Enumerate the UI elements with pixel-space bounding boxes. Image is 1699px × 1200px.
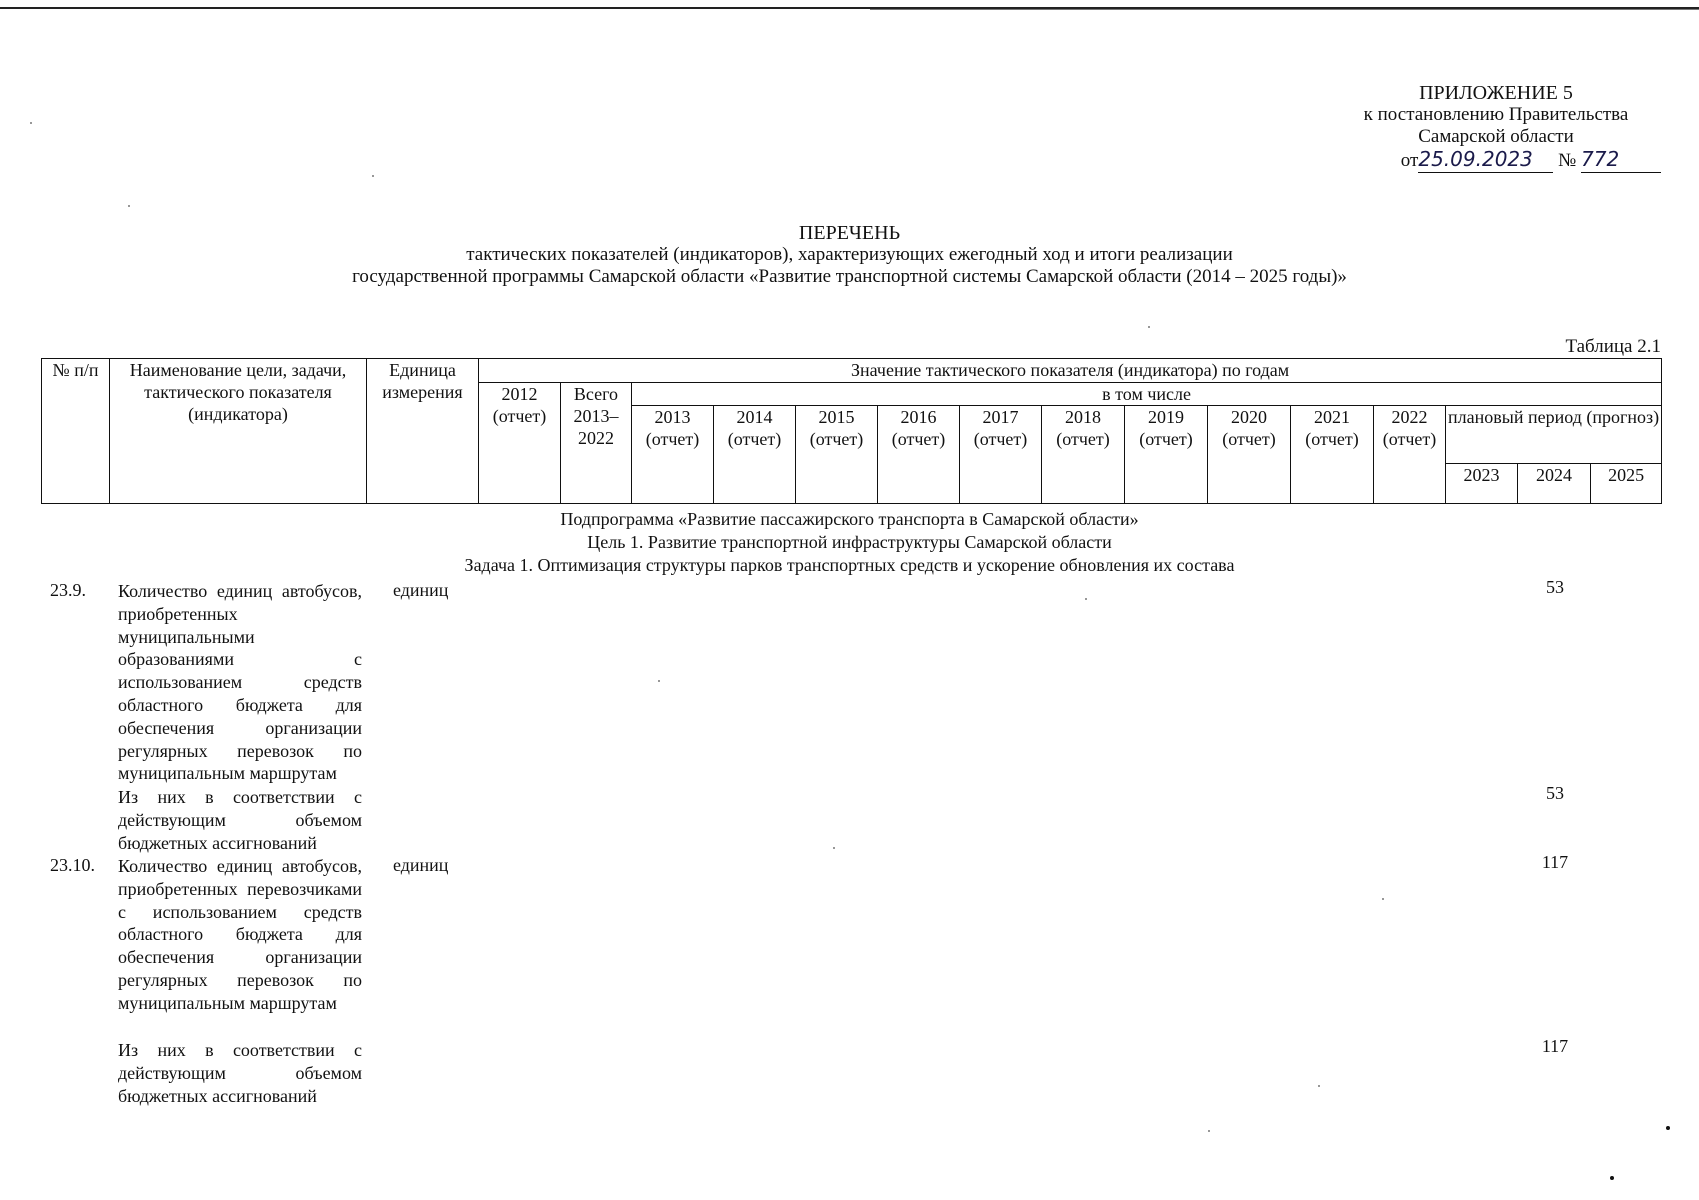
header-including: в том числе [632, 383, 1662, 406]
section-titles [0, 508, 1699, 577]
header-plan-period: плановый период (прогноз) [1446, 406, 1662, 464]
scan-speck [833, 847, 835, 849]
row-number: 23.10. [50, 855, 95, 875]
row-subindicator-name: Из них в соответствии с действующим объемом бюджетных ассигнований [118, 1040, 362, 1106]
header-year-2016: 2016 (отчет) [878, 406, 960, 504]
subprogram-title: Подпрограмма «Развитие пассажирского транспорта в Самарской области» [560, 509, 1139, 529]
header-year-2021: 2021 (отчет) [1291, 406, 1374, 504]
header-year-2024: 2024 [1518, 464, 1591, 504]
appendix-line-1: к постановлению Правительства [1363, 104, 1629, 125]
scan-speck [1148, 326, 1150, 328]
scan-speck [1666, 1126, 1670, 1130]
document-title: ПЕРЕЧЕНЬ [798, 222, 901, 244]
header-year-2020: 2020 (отчет) [1208, 406, 1291, 504]
scan-speck [1382, 898, 1384, 900]
row-number: 23.9. [50, 580, 86, 600]
header-year-2013: 2013 (отчет) [632, 406, 714, 504]
row-indicator-name: Количество единиц автобусов, приобретенных муниципальными образованиями с использованием средств областного бюджета для обеспечения организации регулярных перевозок по муниципальным маршрутам [118, 581, 362, 784]
header-year-2015: 2015 (отчет) [796, 406, 878, 504]
row-value-2024: 117 [1541, 852, 1569, 872]
scan-speck [658, 680, 660, 682]
scan-speck [1208, 1130, 1210, 1132]
header-year-2014: 2014 (отчет) [714, 406, 796, 504]
handwritten-number: 772 [1581, 147, 1620, 171]
row-subvalue-2024: 53 [1546, 783, 1564, 803]
scan-speck [128, 205, 130, 207]
document-subtitle-1: тактических показателей (индикаторов), характеризующих ежегодный ход и итоги реализации [466, 244, 1233, 265]
header-year-2019: 2019 (отчет) [1125, 406, 1208, 504]
row-unit: единиц [393, 855, 449, 875]
row-unit: единиц [393, 580, 449, 600]
number-label: № [1558, 150, 1577, 171]
task-title: Задача 1. Оптимизация структуры парков транспортных средств и ускорение обновления их состава [464, 555, 1235, 575]
scan-speck [30, 122, 32, 124]
scan-speck [1318, 1085, 1320, 1087]
header-col-number: № п/п [42, 359, 110, 504]
header-values-title: Значение тактического показателя (индикатора) по годам [479, 359, 1662, 383]
appendix-line-2: Самарской области [1418, 126, 1574, 147]
row-indicator-name: Количество единиц автобусов, приобретенных перевозчиками с использованием средств областного бюджета для обеспечения организации регулярных перевозок по муниципальным маршрутам [118, 856, 362, 1013]
header-total: Всего 2013–2022 [561, 383, 632, 504]
appendix-date-line [1331, 148, 1661, 173]
header-col-unit: Единица измерения [367, 359, 479, 504]
header-year-2012: 2012 (отчет) [479, 383, 561, 504]
header-year-2018: 2018 (отчет) [1042, 406, 1125, 504]
scan-speck [372, 175, 374, 177]
row-subindicator-name: Из них в соответствии с действующим объемом бюджетных ассигнований [118, 787, 362, 853]
header-year-2023: 2023 [1446, 464, 1518, 504]
indicators-table-header [41, 358, 1662, 504]
page-top-border-secondary [870, 9, 1699, 10]
header-col-name: Наименование цели, задачи, тактического показателя (индикатора) [110, 359, 367, 504]
header-year-2025: 2025 [1591, 464, 1662, 504]
document-subtitle-2: государственной программы Самарской области «Развитие транспортной системы Самарской области (2014 – 2025 годы)» [352, 266, 1347, 287]
row-value-2024: 53 [1546, 577, 1564, 597]
appendix-title: ПРИЛОЖЕНИЕ 5 [1419, 82, 1573, 104]
header-year-2022: 2022 (отчет) [1374, 406, 1446, 504]
from-label: от [1400, 150, 1419, 171]
scan-speck [1610, 1176, 1614, 1180]
row-subvalue-2024: 117 [1541, 1036, 1569, 1056]
handwritten-date: 25.09.2023 [1418, 147, 1533, 171]
header-year-2017: 2017 (отчет) [960, 406, 1042, 504]
table-label: Таблица 2.1 [1565, 336, 1661, 357]
goal-title: Цель 1. Развитие транспортной инфраструктуры Самарской области [587, 532, 1112, 552]
appendix-block [1331, 82, 1661, 173]
document-heading [0, 222, 1699, 288]
scan-speck [1085, 598, 1087, 600]
